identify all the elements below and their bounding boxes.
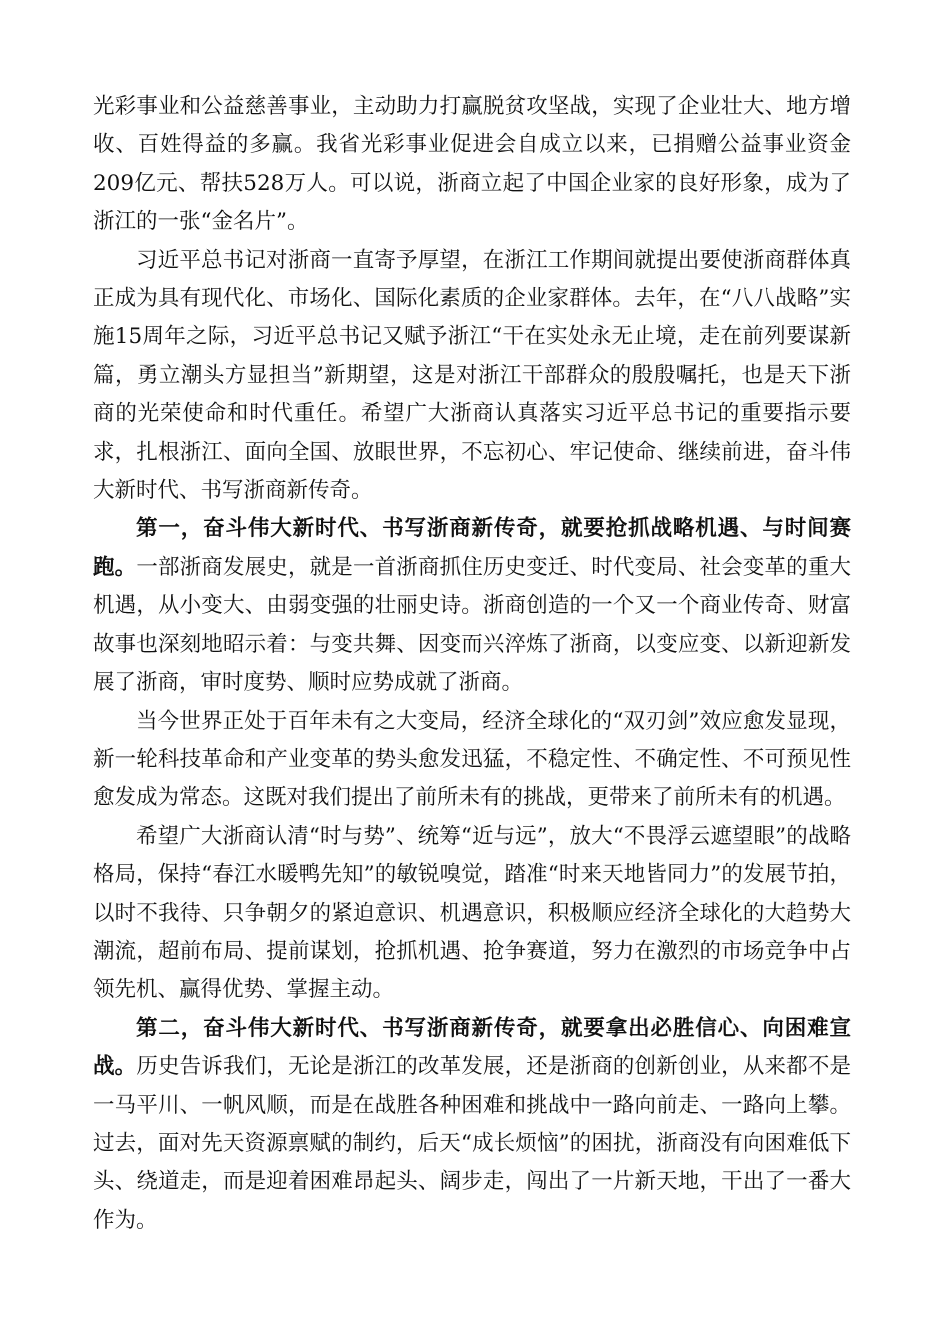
document-page <box>93 88 851 1240</box>
paragraph-6-heading: 第二，奋斗伟大新时代、书写浙商新传奇，就要拿出必胜信心、向困难宣战。 <box>93 1015 851 1080</box>
paragraph-1-text: 光彩事业和公益慈善事业，主动助力打赢脱贫攻坚战，实现了企业壮大、地方增收、百姓得益的多赢。我省光彩事业促进会自成立以来，已捐赠公益事业资金209亿元、帮扶528万人。可以说，浙商立起了中国企业家的良好形象，成为了浙江的一张“金名片”。 <box>93 94 851 235</box>
paragraph-5-text: 希望广大浙商认清“时与势”、统筹“近与远”，放大“不畏浮云遮望眼”的战略格局，保持“春江水暖鸭先知”的敏锐嗅觉，踏准“时来天地皆同力”的发展节拍，以时不我待、只争朝夕的紧迫意识、机遇意识，积极顺应经济全球化的大趋势大潮流，超前布局、提前谋划，抢抓机遇、抢争赛道，努力在激烈的市场竞争中占领先机、赢得优势、掌握主动。 <box>93 823 851 1003</box>
paragraph-3-heading: 第一，奋斗伟大新时代、书写浙商新传奇，就要抢抓战略机遇、与时间赛跑。 <box>93 516 851 580</box>
paragraph-4 <box>93 703 851 818</box>
paragraph-2 <box>93 242 851 511</box>
paragraph-6 <box>93 1010 851 1240</box>
paragraph-4-text: 当今世界正处于百年未有之大变局，经济全球化的“双刃剑”效应愈发显现，新一轮科技革命和产业变革的势头愈发迅猛，不稳定性、不确定性、不可预见性愈发成为常态。这既对我们提出了前所未有的挑战，更带来了前所未有的机遇。 <box>93 708 851 811</box>
paragraph-5 <box>93 818 851 1010</box>
paragraph-1 <box>93 88 851 242</box>
paragraph-3 <box>93 510 851 702</box>
paragraph-2-text: 习近平总书记对浙商一直寄予厚望，在浙江工作期间就提出要使浙商群体真正成为具有现代化、市场化、国际化素质的企业家群体。去年，在“八八战略”实施15周年之际，习近平总书记又赋予浙江“干在实处永无止境，走在前列要谋新篇，勇立潮头方显担当”新期望，这是对浙江干部群众的殷殷嘱托，也是天下浙商的光荣使命和时代重任。希望广大浙商认真落实习近平总书记的重要指示要求，扎根浙江、面向全国、放眼世界，不忘初心、牢记使命、继续前进，奋斗伟大新时代、书写浙商新传奇。 <box>93 247 851 504</box>
paragraph-3-text: 一部浙商发展史，就是一首浙商抓住历史变迁、时代变局、社会变革的重大机遇，从小变大、由弱变强的壮丽史诗。浙商创造的一个又一个商业传奇、财富故事也深刻地昭示着：与变共舞、因变而兴淬炼了浙商，以变应变、以新迎新发展了浙商，审时度势、顺时应势成就了浙商。 <box>93 554 851 696</box>
paragraph-6-text: 历史告诉我们，无论是浙江的改革发展，还是浙商的创新创业，从来都不是一马平川、一帆风顺，而是在战胜各种困难和挑战中一路向前走、一路向上攀。过去，面对先天资源禀赋的制约，后天“成长烦恼”的困扰，浙商没有向困难低下头、绕道走，而是迎着困难昂起头、阔步走，闯出了一片新天地，干出了一番大作为。 <box>93 1054 851 1233</box>
